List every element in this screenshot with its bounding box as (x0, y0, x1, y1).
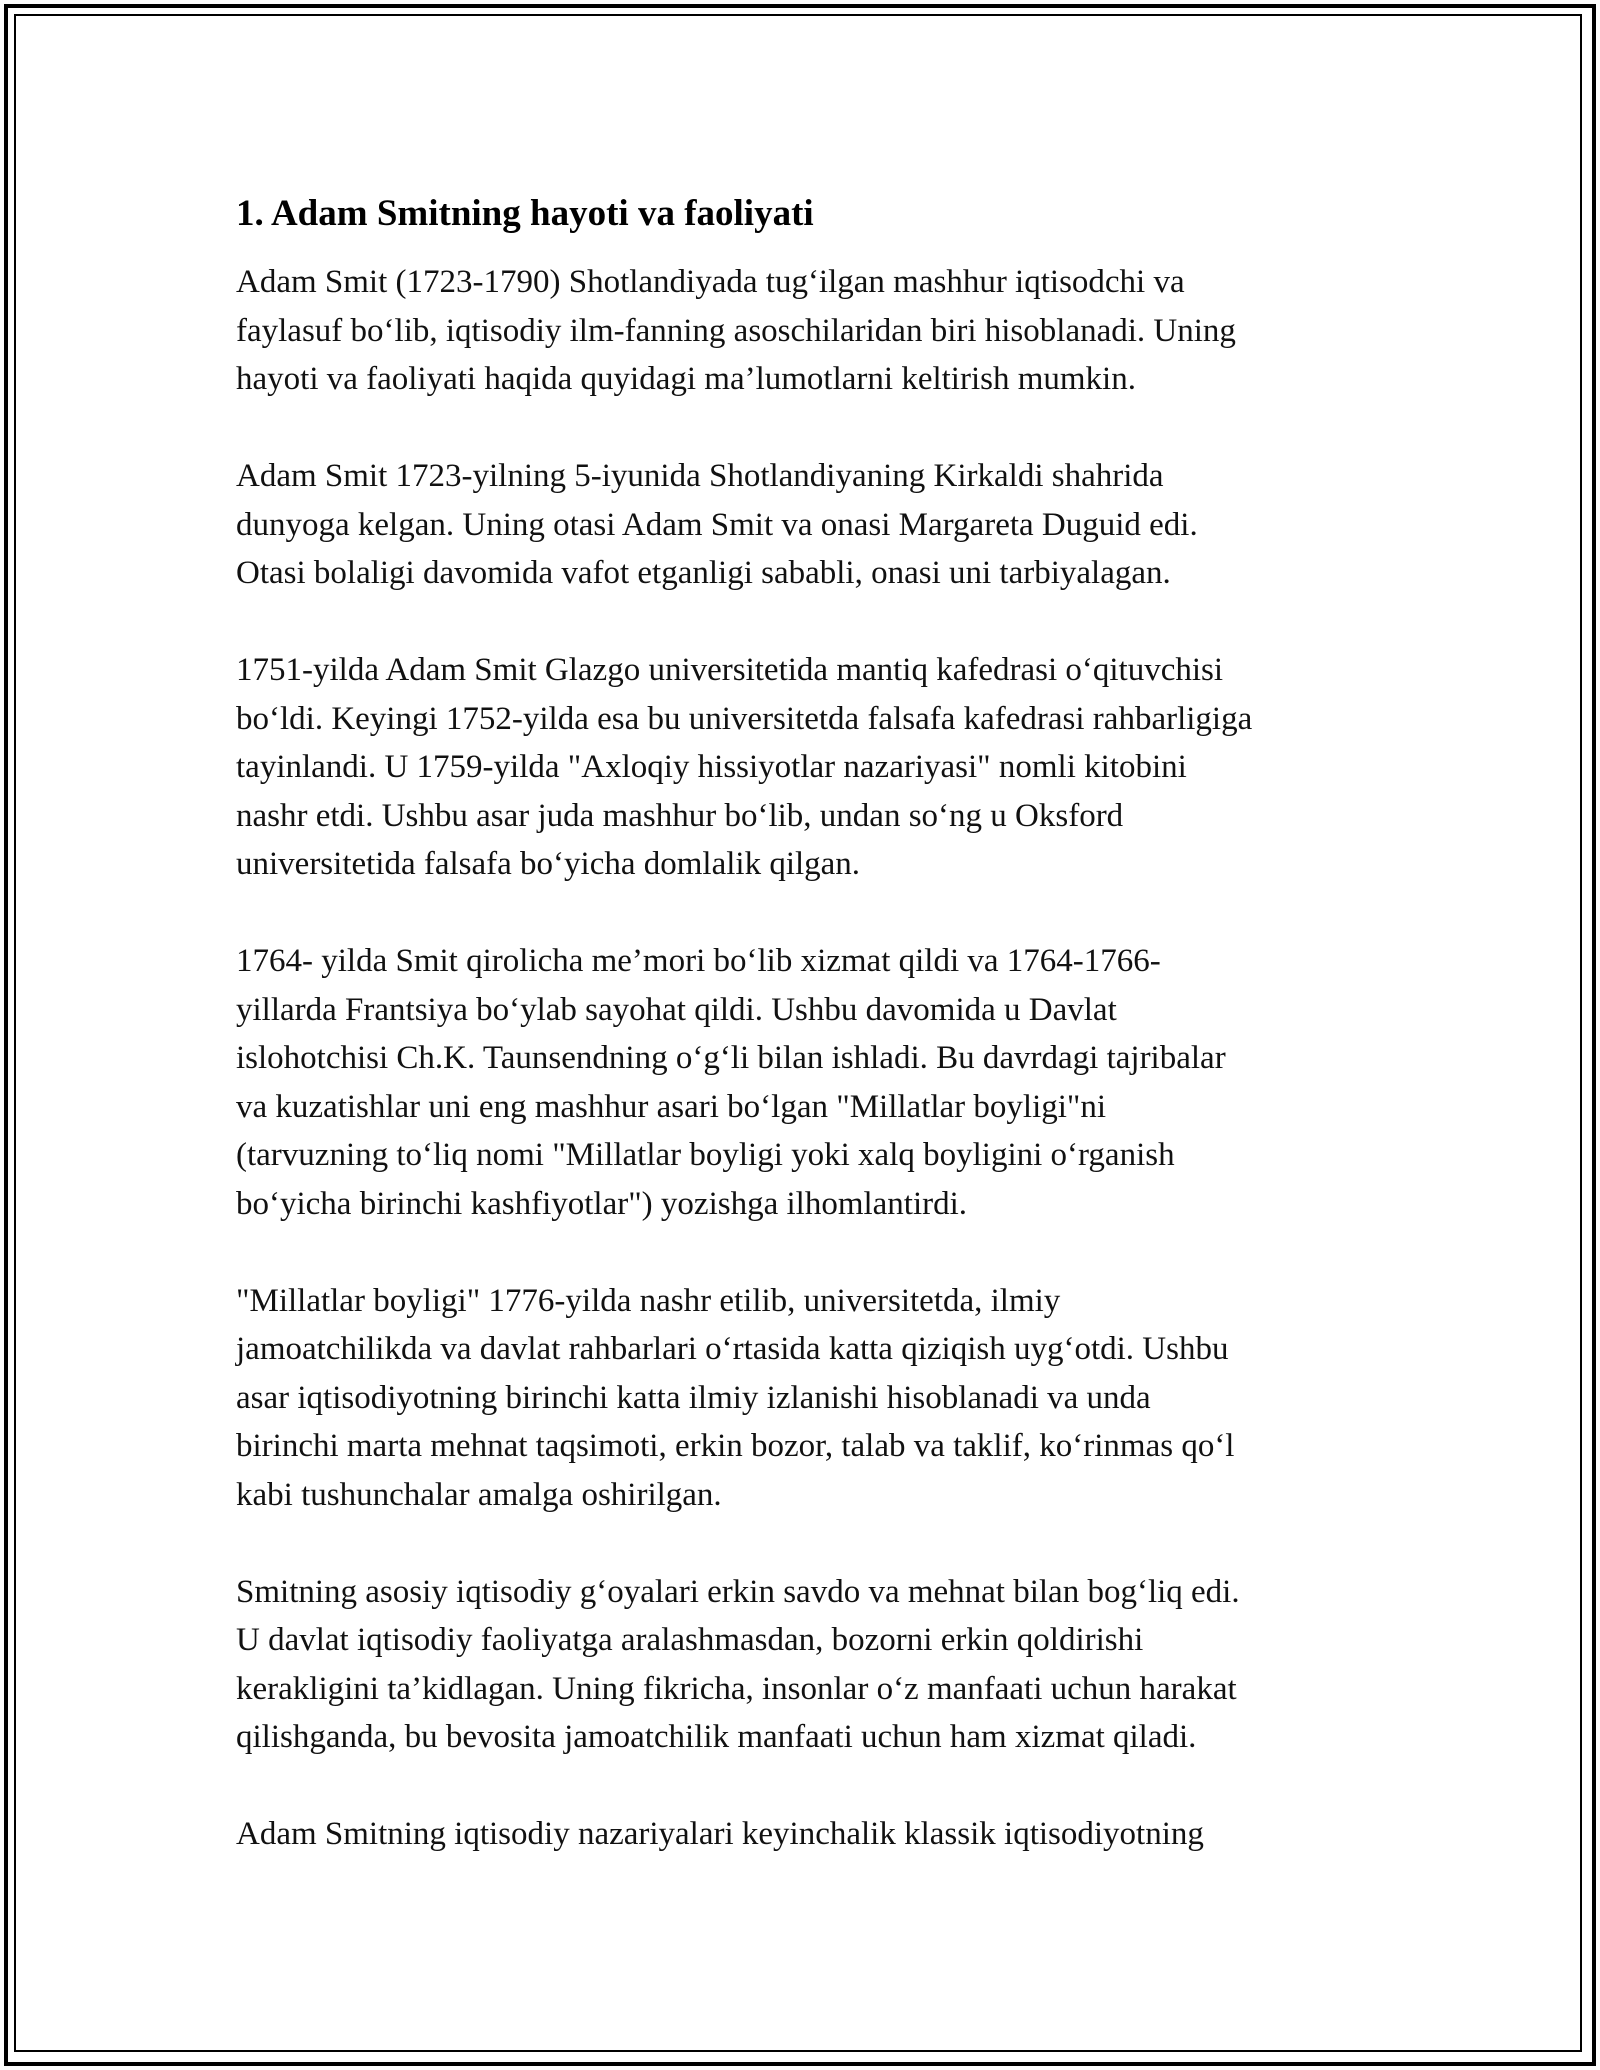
paragraph-glasgow (236, 646, 1386, 889)
text-line: (tarvuzning to‘liq nomi "Millatlar boyligi yoki xalq boyligini o‘rganish (236, 1137, 1175, 1173)
text-line: kabi tushunchalar amalga oshirilgan. (236, 1476, 722, 1513)
text-line: Adam Smit 1723-yilning 5-iyunida Shotlandiyaning Kirkaldi shahrida (236, 458, 1164, 494)
paragraph-ideas (236, 1568, 1386, 1762)
text-line: yillarda Frantsiya bo‘ylab sayohat qildi. Ushbu davomida u Davlat (236, 991, 1117, 1028)
text-line: Adam Smitning iqtisodiy nazariyalari keyinchalik klassik iqtisodiyotning (236, 1816, 1204, 1852)
text-line: faylasuf bo‘lib, iqtisodiy ilm-fanning asoschilaridan biri hisoblanadi. Uning (236, 312, 1236, 349)
text-line: bo‘yicha birinchi kashfiyotlar") yozishga ilhomlantirdi. (236, 1185, 968, 1222)
text-line: U davlat iqtisodiy faoliyatga aralashmasdan, bozorni erkin qoldirishi (236, 1622, 1144, 1658)
text-line: birinchi marta mehnat taqsimoti, erkin bozor, talab va taklif, ko‘rinmas qo‘l (236, 1428, 1235, 1464)
text-line: tayinlandi. U 1759-yilda "Axloqiy hissiyotlar nazariyasi" nomli kitobini (236, 749, 1187, 785)
text-line: jamoatchilikda va davlat rahbarlari o‘rtasida katta qiziqish uyg‘otdi. Ushbu (236, 1331, 1229, 1367)
paragraph-france (236, 937, 1386, 1228)
text-line: universitetida falsafa bo‘yicha domlalik qilgan. (236, 846, 861, 882)
paragraph-legacy (236, 1810, 1386, 1859)
text-line: Otasi bolaligi davomida vafot etganligi sababli, onasi uni tarbiyalagan. (236, 555, 1171, 591)
text-line: Smitning asosiy iqtisodiy g‘oyalari erkin savdo va mehnat bilan bog‘liq edi. (236, 1573, 1240, 1610)
text-line: hayoti va faoliyati haqida quyidagi ma’lumotlarni keltirish mumkin. (236, 361, 1136, 397)
text-line: dunyoga kelgan. Uning otasi Adam Smit va onasi Margareta Duguid edi. (236, 506, 1198, 543)
paragraph-birth (236, 452, 1386, 598)
text-line: Adam Smit (1723-1790) Shotlandiyada tug‘ilgan mashhur iqtisodchi va (236, 264, 1185, 300)
text-line: qilishganda, bu bevosita jamoatchilik manfaati uchun ham xizmat qiladi. (236, 1719, 1197, 1755)
text-line: bo‘ldi. Keyingi 1752-yilda esa bu universitetda falsafa kafedrasi rahbarligiga (236, 700, 1253, 737)
paragraph-intro (236, 258, 1386, 404)
document-body (236, 190, 1386, 1907)
text-line: nashr etdi. Ushbu asar juda mashhur bo‘lib, undan so‘ng u Oksford (236, 797, 1124, 834)
text-line: kerakligini ta’kidlagan. Uning fikricha, insonlar o‘z manfaati uchun harakat (236, 1670, 1237, 1707)
paragraph-wealth-of-nations (236, 1277, 1386, 1520)
section-heading: 1. Adam Smitning hayoti va faoliyati (236, 193, 814, 234)
text-line: asar iqtisodiyotning birinchi katta ilmiy izlanishi hisoblanadi va unda (236, 1379, 1151, 1416)
text-line: 1764- yilda Smit qirolicha me’mori bo‘lib xizmat qildi va 1764-1766- (236, 943, 1161, 979)
text-line: islohotchisi Ch.K. Taunsendning o‘g‘li bilan ishladi. Bu davrdagi tajribalar (236, 1040, 1226, 1076)
text-line: va kuzatishlar uni eng mashhur asari bo‘lgan "Millatlar boyligi"ni (236, 1088, 1107, 1125)
text-line: "Millatlar boyligi" 1776-yilda nashr etilib, universitetda, ilmiy (236, 1282, 1061, 1319)
text-line: 1751-yilda Adam Smit Glazgo universitetida mantiq kafedrasi o‘qituvchisi (236, 652, 1224, 688)
